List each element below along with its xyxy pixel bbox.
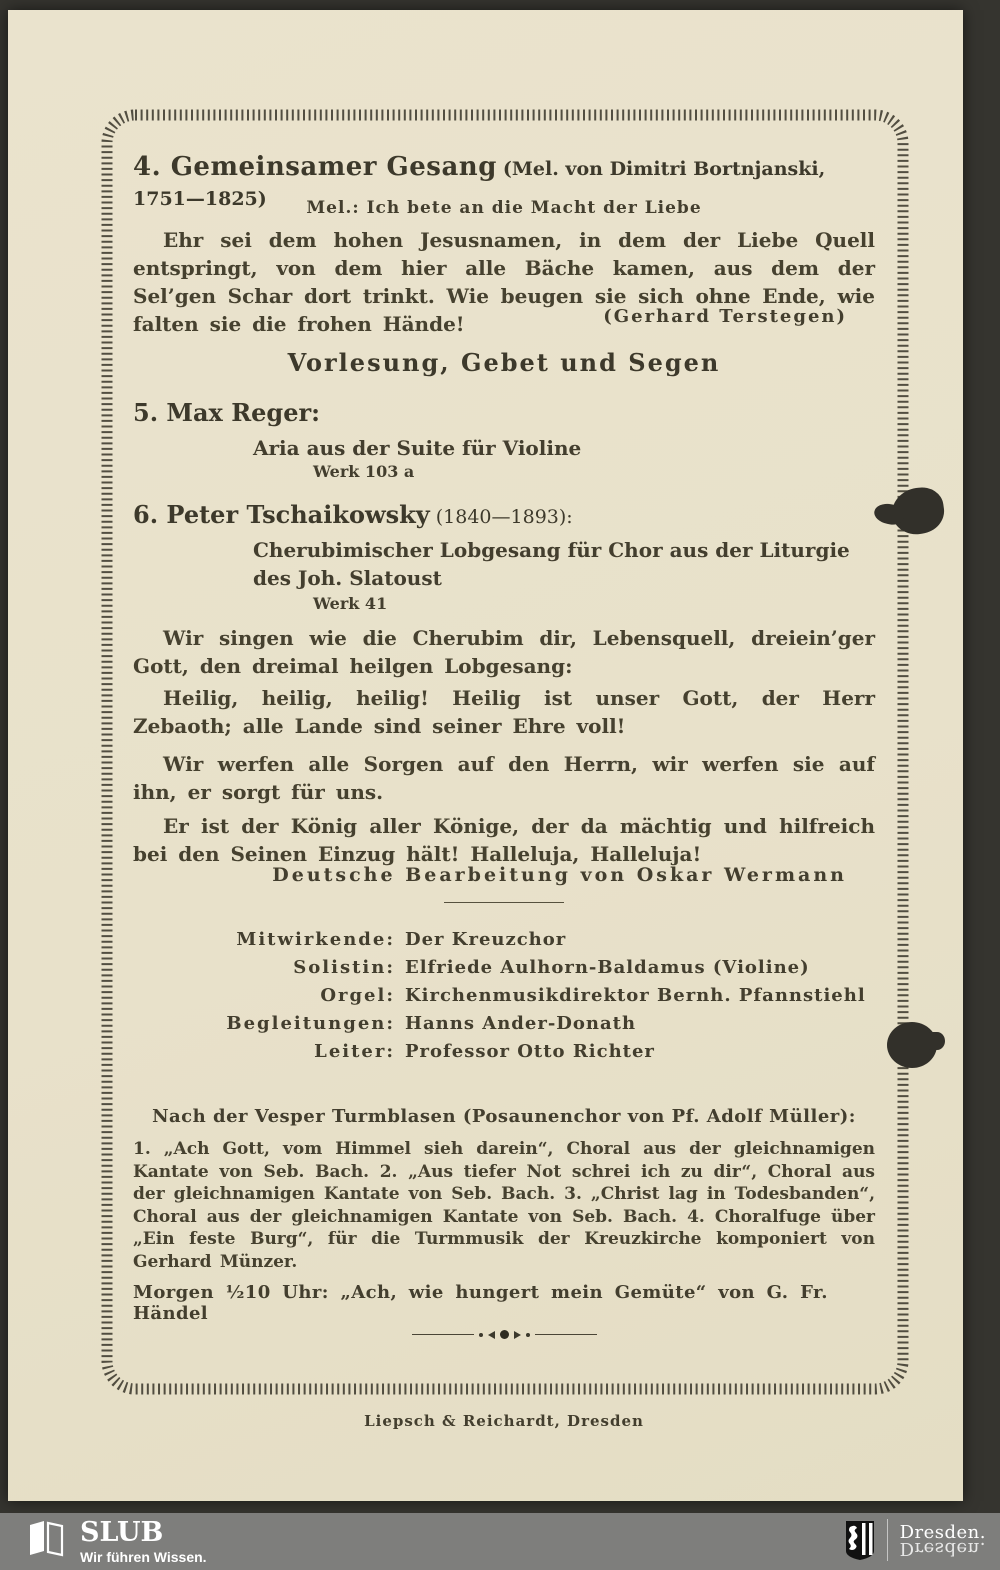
participant-value: Professor Otto Richter xyxy=(405,1041,655,1062)
participant-value: Elfriede Aulhorn-Baldamus (Violine) xyxy=(405,957,810,978)
slub-book-icon xyxy=(28,1519,66,1559)
item6-verse-1: Wir singen wie die Cherubim dir, Lebensquell, dreiein’ger Gott, den dreimal heilgen Lobgesang: xyxy=(133,626,875,678)
item4-title-note: (Mel. von Dimitri Bortnjanski, 1751—1825) xyxy=(133,158,826,210)
slub-wordmark: SLUB xyxy=(80,1517,164,1548)
tomorrow-post: von G. Fr. Händel xyxy=(133,1282,828,1324)
tomorrow-quote: „Ach, wie hungert mein Gemüte“ xyxy=(340,1282,707,1303)
participant-value: Der Kreuzchor xyxy=(405,929,567,950)
item6-arranger: Deutsche Bearbeitung von Oskar Wermann xyxy=(272,864,847,886)
document-page xyxy=(8,10,963,1501)
turmblasen-heading-bold: Turmblasen xyxy=(331,1106,457,1127)
item6-dates: (1840—1893): xyxy=(429,506,573,528)
turmblasen-heading xyxy=(133,1106,875,1127)
item6-work xyxy=(253,536,875,592)
dresden-logo[interactable] xyxy=(845,1519,986,1561)
turmblasen-heading-post: (Posaunenchor von Pf. Adolf Müller): xyxy=(456,1106,856,1127)
participant-label: Mitwirkende: xyxy=(236,929,395,950)
right-arrow-ornament xyxy=(514,1331,521,1339)
tomorrow-pre: Morgen ½10 Uhr: xyxy=(133,1282,341,1303)
tomorrow-announcement xyxy=(133,1282,875,1324)
participants-list xyxy=(133,926,875,1066)
slub-logo[interactable] xyxy=(28,1519,207,1565)
participant-label: Orgel: xyxy=(320,985,395,1006)
item5-heading: 5. Max Reger: xyxy=(133,398,320,427)
interlude-heading: Vorlesung, Gebet und Segen xyxy=(287,348,721,377)
dresden-wordmark-mirrored: Dresden. xyxy=(899,1537,986,1559)
item4-author: (Gerhard Terstegen) xyxy=(603,306,847,327)
viewer-footer-bar xyxy=(0,1513,1000,1570)
dresden-wordmark: Dresden. xyxy=(899,1521,986,1543)
dresden-coat-of-arms-icon xyxy=(845,1519,875,1561)
participant-value: Kirchenmusikdirektor Bernh. Pfannstiehl xyxy=(405,985,866,1006)
item5-work xyxy=(253,434,875,462)
item6-heading xyxy=(133,500,875,529)
item4-hymn-text: Ehr sei dem hohen Jesusnamen, in dem der Liebe Quell entspringt, von dem hier alle Bäche kamen, aus dem der Sel’gen Schar dort trinkt. Wie beugen sie sich ohne Ende, wie falten sie die frohen Hände! xyxy=(133,228,875,336)
printer-imprint: Liepsch & Reichardt, Dresden xyxy=(364,1412,644,1430)
participant-label: Leiter: xyxy=(314,1041,395,1062)
item5-work-title: Aria xyxy=(253,436,300,460)
item6-work-title: Cherubimischer Lobgesang xyxy=(253,538,561,562)
decorative-divider xyxy=(133,1330,875,1339)
item6-werk: Werk 41 xyxy=(313,594,388,613)
turmblasen-body: 1. „Ach Gott, vom Himmel sieh darein“, Choral aus der gleichnamigen Kantate von Seb. Bach. 2. „Aus tiefer Not schrei ich zu dir“, Choral aus der gleichnamigen Kantate von Seb. Bach. 3. „Christ lag in Todesbanden“, Choral aus der gleichnamigen Kantate von Seb. Bach. 4. Choralfuge über „Ein feste Burg“, für die Turmmusik der Kreuzkirche komponiert von Gerhard Münzer. xyxy=(133,1139,875,1272)
participant-label: Solistin: xyxy=(293,957,395,978)
item5-work-rest: aus der Suite für Violine xyxy=(299,436,582,460)
item6-verse-2: Heilig, heilig, heilig! Heilig ist unser Gott, der Herr Zebaoth; alle Lande sind seiner Ehre voll! xyxy=(133,686,875,738)
ink-blot xyxy=(887,1022,937,1068)
item6-verse-4: Er ist der König aller Könige, der da mächtig und hilfreich bei den Seinen Einzug hält! Halleluja, Halleluja! xyxy=(133,814,875,866)
item6-work-rest: für Chor aus der Liturgie des Joh. Slatoust xyxy=(253,538,850,590)
item6-title: 6. Peter Tschaikowsky xyxy=(133,500,430,529)
item4-title: 4. Gemeinsamer Gesang xyxy=(133,152,497,182)
item4-melody-line: Mel.: Ich bete an die Macht der Liebe xyxy=(306,198,702,218)
item5-werk: Werk 103 a xyxy=(313,462,415,481)
participant-label: Begleitungen: xyxy=(226,1013,395,1034)
left-arrow-ornament xyxy=(488,1331,495,1339)
participant-value: Hanns Ander-Donath xyxy=(405,1013,637,1034)
center-dot-ornament xyxy=(500,1330,509,1339)
turmblasen-heading-pre: Nach der Vesper xyxy=(152,1106,332,1127)
item6-verse-3: Wir werfen alle Sorgen auf den Herrn, wir werfen sie auf ihn, er sorgt für uns. xyxy=(133,752,875,804)
section-divider xyxy=(444,902,564,903)
footer-logo-divider xyxy=(887,1519,888,1561)
slub-tagline: Wir führen Wissen. xyxy=(80,1549,207,1565)
